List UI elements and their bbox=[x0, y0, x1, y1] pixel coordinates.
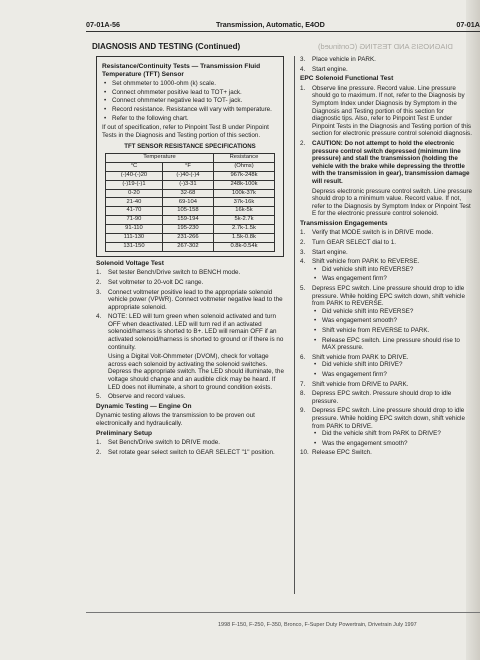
list-item: • Did the vehicle shift from PARK to DRIVE? bbox=[322, 430, 472, 438]
list-item: • Was engagement firm? bbox=[322, 275, 472, 283]
table-cell: 71-90 bbox=[106, 216, 163, 225]
tft-resistance-table bbox=[105, 153, 275, 252]
list-item: • Was engagement smooth? bbox=[322, 317, 472, 325]
step-detail: Depress electronic pressure control switch. Line pressure should drop to a minimum value. Record value. If not, refer to the Diagnosis by Symptom Index or Pinpoint Test E for the electronic pressure control solenoid. bbox=[312, 187, 472, 218]
list-item: 5. Observe and record values. bbox=[96, 393, 186, 401]
table-row bbox=[106, 233, 275, 242]
list-item: 3. Start engine. bbox=[300, 248, 348, 256]
table-cell: 105-158 bbox=[162, 207, 213, 216]
table-row bbox=[106, 242, 275, 251]
table-row bbox=[106, 198, 275, 207]
list-item: 1. Verify that MODE switch is in DRIVE mode. bbox=[300, 229, 434, 237]
list-item: 3. Connect voltmeter positive lead to the appropriate solenoid vehicle power (VPWR). Connect voltmeter negative lead to the appropriate solenoid. bbox=[96, 288, 283, 311]
list-item: 1. Observe line pressure. Record value. Line pressure should go to maximum. If not, refer to the Diagnosis by Symptom Index under Diagnosis by Symptom in the Diagnosis and Testing portion of this section for diagnostic tips. Also, refer to Pinpoint Test E under Pinpoint Tests in the Diagnosis and Testing portion of this section for electronic pressure control solenoid diagnosis. bbox=[300, 84, 472, 138]
table-cell: (-)40-(-)4 bbox=[162, 171, 213, 180]
table-cell: 100k-37k bbox=[213, 189, 274, 198]
list-item: 6. Shift vehicle from PARK to DRIVE. • Did vehicle shift into DRIVE? • Was engagement firm? bbox=[312, 354, 472, 379]
table-cell: 111-130 bbox=[106, 233, 163, 242]
table-row bbox=[106, 180, 275, 189]
list-item: 2. Turn GEAR SELECT dial to 1. bbox=[300, 239, 396, 247]
table-cell: (-)40-(-)20 bbox=[106, 171, 163, 180]
resistance-heading: Resistance/Continuity Tests — Transmission Fluid Temperature (TFT) Sensor bbox=[102, 63, 261, 78]
list-item: • Release EPC switch. Line pressure should rise to MAX pressure. bbox=[322, 337, 472, 352]
step-detail: Using a Digital Volt-Ohmmeter (DVOM), check for voltage across each solenoid by activating the solenoid switches. Depress the appropriate switch. The LED should illuminate, the voltage should change and an audible click may be heard. If LED does not illuminate, a short to ground condition exists. bbox=[108, 353, 284, 391]
list-item: 5. Depress EPC switch. Line pressure should drop to idle pressure. While holding EPC switch down, shift vehicle from PARK to REVERSE. • Did vehicle shift into REVERSE? • Was engagement smooth? • Shift vehicle from REVERSE to PARK. • Release EPC switch. Line pressure should rise to MAX pressure. bbox=[312, 285, 472, 352]
table-cell: 91-110 bbox=[106, 225, 163, 234]
list-item: 2. Set voltmeter to 20-volt DC range. bbox=[96, 278, 204, 286]
list-item: • Did vehicle shift into REVERSE? bbox=[322, 308, 472, 316]
list-item: 4. Shift vehicle from PARK to REVERSE. • Did vehicle shift into REVERSE? • Was engagement firm? bbox=[312, 258, 472, 283]
table-unit-header: °C bbox=[106, 162, 163, 171]
footer-rule bbox=[86, 612, 480, 613]
table-cell: 1.5k-0.8k bbox=[213, 233, 274, 242]
list-item: 4. NOTE: LED will turn green when solenoid activated and turn OFF when deactivated. LED will turn red if an activated solenoid/harness is shorted to B+. LED will remain OFF if an activated solenoid/harness is shorted to ground or if there is no continuity. Using a Digital Volt-Ohmmeter (DVOM), check for voltage across each solenoid by activating the solenoid switches. Depress the appropriate switch. The LED should illuminate, the voltage should change and an audible click may be heard. If LED does not illuminate, a short to ground condition exists. bbox=[96, 313, 284, 391]
list-item: • Record resistance. Resistance will vary with temperature. bbox=[112, 106, 278, 114]
table-cell: 248k-100k bbox=[213, 180, 274, 189]
table-cell: 0-20 bbox=[106, 189, 163, 198]
section-title: DIAGNOSIS AND TESTING (Continued) bbox=[92, 42, 241, 51]
list-item: • Connect ohmmeter positive lead to TOT+ jack. bbox=[112, 89, 278, 97]
sub-bullets bbox=[312, 430, 472, 447]
table-cell: 0.8k-0.54k bbox=[213, 242, 274, 251]
table-row bbox=[106, 216, 275, 225]
left-column bbox=[96, 56, 284, 458]
epc-heading: EPC Solenoid Functional Test bbox=[300, 75, 394, 83]
table-group-header: Resistance bbox=[213, 153, 274, 162]
dynamic-heading: Dynamic Testing — Engine On bbox=[96, 402, 192, 410]
table-cell: 267-302 bbox=[162, 242, 213, 251]
table-cell: 21-40 bbox=[106, 198, 163, 207]
list-item: 1. Set tester Bench/Drive switch to BENCH mode. bbox=[96, 269, 241, 277]
preliminary-heading: Preliminary Setup bbox=[96, 429, 153, 437]
page-number: 07-01A-56 bbox=[86, 20, 120, 29]
preliminary-steps bbox=[96, 439, 284, 456]
table-cell: 37k-16k bbox=[213, 198, 274, 207]
list-item: • Did vehicle shift into DRIVE? bbox=[322, 361, 472, 369]
header-title: Transmission, Automatic, E4OD bbox=[216, 20, 325, 29]
list-item: • Was engagement firm? bbox=[322, 371, 472, 379]
table-body bbox=[106, 171, 275, 251]
engagement-steps bbox=[300, 229, 472, 456]
list-item: 10. Release EPC Switch. bbox=[300, 449, 372, 457]
dynamic-text: Dynamic testing allows the transmission to be proven out electronically and hydraulically. bbox=[96, 412, 255, 428]
solenoid-steps bbox=[96, 269, 284, 401]
sub-bullets bbox=[312, 266, 472, 283]
table-cell: 2.7k-1.5k bbox=[213, 225, 274, 234]
list-item: • Refer to the following chart. bbox=[112, 115, 278, 123]
table-row bbox=[106, 189, 275, 198]
table-cell: 967k-248k bbox=[213, 171, 274, 180]
column-divider bbox=[294, 56, 295, 594]
list-item: • Shift vehicle from REVERSE to PARK. bbox=[322, 327, 472, 335]
table-cell: 131-150 bbox=[106, 242, 163, 251]
page-number-right: 07-01A bbox=[456, 20, 480, 29]
list-item: 2. Set rotate gear select switch to GEAR SELECT "1" position. bbox=[96, 448, 275, 456]
table-cell: 32-68 bbox=[162, 189, 213, 198]
engagements-heading: Transmission Engagements bbox=[300, 219, 388, 227]
list-item: 9. Depress EPC switch. Line pressure should drop to idle pressure. While holding EPC switch down, shift vehicle from PARK to DRIVE. • Did the vehicle shift from PARK to DRIVE? • Was the engagement smooth? bbox=[312, 407, 472, 447]
table-cell: 69-104 bbox=[162, 198, 213, 207]
epc-steps bbox=[300, 85, 472, 218]
table-cell: (-)3-31 bbox=[162, 180, 213, 189]
bleed-through-text: DIAGNOSIS AND TESTING (Continued) bbox=[318, 42, 453, 51]
table-unit-header: (Ohms) bbox=[213, 162, 274, 171]
list-item: 4. Start engine. bbox=[300, 65, 348, 73]
right-column bbox=[300, 56, 472, 459]
table-row bbox=[106, 171, 275, 180]
list-item: • Did vehicle shift into REVERSE? bbox=[322, 266, 472, 274]
table-unit-header: °F bbox=[162, 162, 213, 171]
table-cell: 5k-2.7k bbox=[213, 216, 274, 225]
table-caption: TFT SENSOR RESISTANCE SPECIFICATIONS bbox=[124, 143, 256, 151]
table-row bbox=[106, 207, 275, 216]
sub-bullets bbox=[312, 308, 472, 352]
solenoid-heading: Solenoid Voltage Test bbox=[96, 259, 164, 267]
list-item: • Connect ohmmeter negative lead to TOT- jack. bbox=[112, 97, 278, 105]
table-cell: 195-230 bbox=[162, 225, 213, 234]
list-item: 2. CAUTION: Do not attempt to hold the electronic pressure control switch depressed (minimum line pressure) and stall the transmission (holding the vehicle with the brake while depressing the throttle with the transmission in gear), transmission damage will result. Depress electronic pressure control switch. Line pressure should drop to a minimum value. Record value. If not, refer to the Diagnosis by Symptom Index or Pinpoint Test E for the electronic pressure control solenoid. bbox=[300, 139, 472, 218]
header-rule bbox=[86, 31, 480, 32]
table-cell: 41-70 bbox=[106, 207, 163, 216]
page-footer: 1998 F-150, F-250, F-350, Bronco, F-Super Duty Powertrain, Drivetrain July 1997 bbox=[218, 622, 417, 628]
table-group-header: Temperature bbox=[106, 153, 214, 162]
sub-bullets bbox=[312, 361, 472, 378]
list-item: • Was the engagement smooth? bbox=[322, 440, 472, 448]
table-cell: 159-194 bbox=[162, 216, 213, 225]
list-item: 7. Shift vehicle from DRIVE to PARK. bbox=[300, 380, 409, 388]
table-cell: (-)19-(-)1 bbox=[106, 180, 163, 189]
table-cell: 231-266 bbox=[162, 233, 213, 242]
resistance-bullets bbox=[102, 80, 278, 122]
list-item: • Set ohmmeter to 1000-ohm (k) scale. bbox=[112, 80, 278, 88]
resistance-note: If out of specification, refer to Pinpoint Test B under Pinpoint Tests in the Diagnosis and Testing portion of this section. bbox=[102, 124, 269, 139]
list-item: 8. Depress EPC switch. Pressure should drop to idle pressure. bbox=[300, 390, 452, 405]
table-cell: 16k-5k bbox=[213, 207, 274, 216]
list-item: 1. Set Bench/Drive switch to DRIVE mode. bbox=[96, 439, 220, 447]
table-row bbox=[106, 225, 275, 234]
list-item: 3. Place vehicle in PARK. bbox=[300, 56, 376, 63]
resistance-test-box bbox=[96, 56, 284, 257]
right-top-steps bbox=[300, 56, 472, 73]
